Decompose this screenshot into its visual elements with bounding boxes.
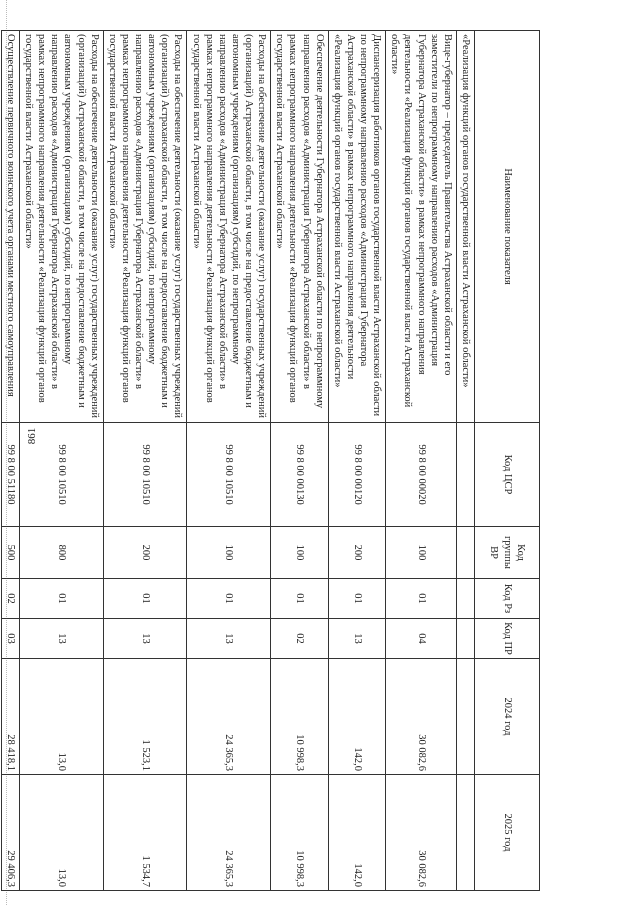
cell-y2024: 30 082,6 bbox=[386, 659, 457, 775]
cell-name: Расходы на обеспечение деятельности (оказание услуг) государственных учреждений (организаций) Астраханской области, в том числе на предоставление бюджетным и автономным учреждениям (организациям) субсидий, по непрограммному направлению расходов «Администрация Губернатора Астраханской области» в рамках непрограммного направления деятельности «Реализация функций органов государственной власти Астраханской области» bbox=[20, 31, 104, 423]
cell-pr: 13 bbox=[187, 619, 271, 659]
cell-pr: 04 bbox=[386, 619, 457, 659]
table-row bbox=[187, 31, 271, 891]
cell-pr: 13 bbox=[20, 619, 104, 659]
cell-y2024: 10 998,3 bbox=[271, 659, 329, 775]
table-row bbox=[103, 31, 187, 891]
table-row bbox=[1, 31, 19, 891]
cell-y2025: 142,0 bbox=[328, 775, 386, 891]
cell-vr: 200 bbox=[328, 527, 386, 579]
cell-name: Диспансеризация работников органов государственной власти Астраханской области по непрограммному направлению расходов «Администрация Губернатора Астраханской области» в рамках непрограммного направления деятельности «Реализация функций органов государственной власти Астраханской области» bbox=[328, 31, 386, 423]
cell-pr bbox=[456, 619, 474, 659]
table-row bbox=[271, 31, 329, 891]
cell-name: Осуществление первичного воинского учета органами местного самоуправления bbox=[1, 31, 19, 423]
cell-vr: 800 bbox=[20, 527, 104, 579]
cell-csr: 99 8 00 10510 bbox=[187, 423, 271, 527]
cell-y2025: 10 998,3 bbox=[271, 775, 329, 891]
header-2024: 2024 год bbox=[475, 659, 540, 775]
cell-vr: 500 bbox=[1, 527, 19, 579]
cell-pr: 13 bbox=[103, 619, 187, 659]
cell-y2024: 24 365,3 bbox=[187, 659, 271, 775]
cell-rz: 01 bbox=[271, 579, 329, 619]
cell-name: Обеспечение деятельности Губернатора Астраханской области по непрограммному направлению расходов «Администрация Губернатора Астраханской области» в рамках непрограммного направления деятельности «Реализация функций органов государственной власти Астраханской области» bbox=[271, 31, 329, 423]
cell-rz bbox=[456, 579, 474, 619]
header-pr: Код ПР bbox=[475, 619, 540, 659]
cell-y2025: 30 082,6 bbox=[386, 775, 457, 891]
cell-y2025 bbox=[456, 775, 474, 891]
cell-y2024 bbox=[456, 659, 474, 775]
header-vr: Код группы ВР bbox=[475, 527, 540, 579]
header-rz: Код Рз bbox=[475, 579, 540, 619]
cell-y2024: 142,0 bbox=[328, 659, 386, 775]
cell-y2024: 28 418,1 bbox=[1, 659, 19, 775]
cell-vr: 100 bbox=[386, 527, 457, 579]
page-number: 861 bbox=[26, 427, 38, 445]
table-row bbox=[328, 31, 386, 891]
cell-y2025: 13,0 bbox=[20, 775, 104, 891]
cell-csr: 99 8 00 00120 bbox=[328, 423, 386, 527]
cell-csr: 99 8 00 00130 bbox=[271, 423, 329, 527]
cell-pr: 02 bbox=[271, 619, 329, 659]
cell-rz: 01 bbox=[103, 579, 187, 619]
cell-rz: 01 bbox=[187, 579, 271, 619]
cell-pr: 13 bbox=[328, 619, 386, 659]
header-2025: 2025 год bbox=[475, 775, 540, 891]
cell-name: Вице-губернатор – председатель Правительства Астраханской области и его заместители по непрограммному направлению расходов «Администрация Губернатора Астраханской области» в рамках непрограммного направления деятельности «Реализация функций органов государственной власти Астраханской области» bbox=[386, 31, 457, 423]
cell-vr bbox=[456, 527, 474, 579]
cell-csr: 99 8 00 51180 bbox=[1, 423, 19, 527]
cell-y2024: 13,0 bbox=[20, 659, 104, 775]
cell-rz: 01 bbox=[20, 579, 104, 619]
cell-pr: 03 bbox=[1, 619, 19, 659]
table-row bbox=[20, 31, 104, 891]
cell-rz: 02 bbox=[1, 579, 19, 619]
cell-csr: 99 8 00 00020 bbox=[386, 423, 457, 527]
cell-name: Расходы на обеспечение деятельности (оказание услуг) государственных учреждений (организаций) Астраханской области, в том числе на предоставление бюджетным и автономным учреждениям (организациям) субсидий, по непрограммному направлению расходов «Администрация Губернатора Астраханской области» в рамках непрограммного направления деятельности «Реализация функций органов государственной власти Астраханской области» bbox=[103, 31, 187, 423]
budget-table bbox=[1, 30, 540, 891]
cell-csr: 99 8 00 10510 bbox=[103, 423, 187, 527]
cell-vr: 100 bbox=[271, 527, 329, 579]
cell-y2025: 24 365,3 bbox=[187, 775, 271, 891]
cell-vr: 100 bbox=[187, 527, 271, 579]
cell-name: «Реализация функций органов государственной власти Астраханской области» bbox=[456, 31, 474, 423]
header-csr: Код ЦСР bbox=[475, 423, 540, 527]
table-body bbox=[1, 31, 474, 891]
table-row bbox=[456, 31, 474, 891]
cell-rz: 01 bbox=[328, 579, 386, 619]
table-header-row bbox=[475, 31, 540, 891]
cell-y2024: 1 523,1 bbox=[103, 659, 187, 775]
cell-rz: 01 bbox=[386, 579, 457, 619]
cell-csr bbox=[456, 423, 474, 527]
header-name: Наименование показателя bbox=[475, 31, 540, 423]
cell-vr: 200 bbox=[103, 527, 187, 579]
cell-csr: 99 8 00 10510 bbox=[20, 423, 104, 527]
table-row bbox=[386, 31, 457, 891]
cell-name: Расходы на обеспечение деятельности (оказание услуг) государственных учреждений (организаций) Астраханской области, в том числе на предоставление бюджетным и автономным учреждениям (организациям) субсидий, по непрограммному направлению расходов «Администрация Губернатора Астраханской области» в рамках непрограммного направления деятельности «Реализация функций органов государственной власти Астраханской области» bbox=[187, 31, 271, 423]
cell-y2025: 1 534,7 bbox=[103, 775, 187, 891]
cell-y2025: 29 406,3 bbox=[1, 775, 19, 891]
